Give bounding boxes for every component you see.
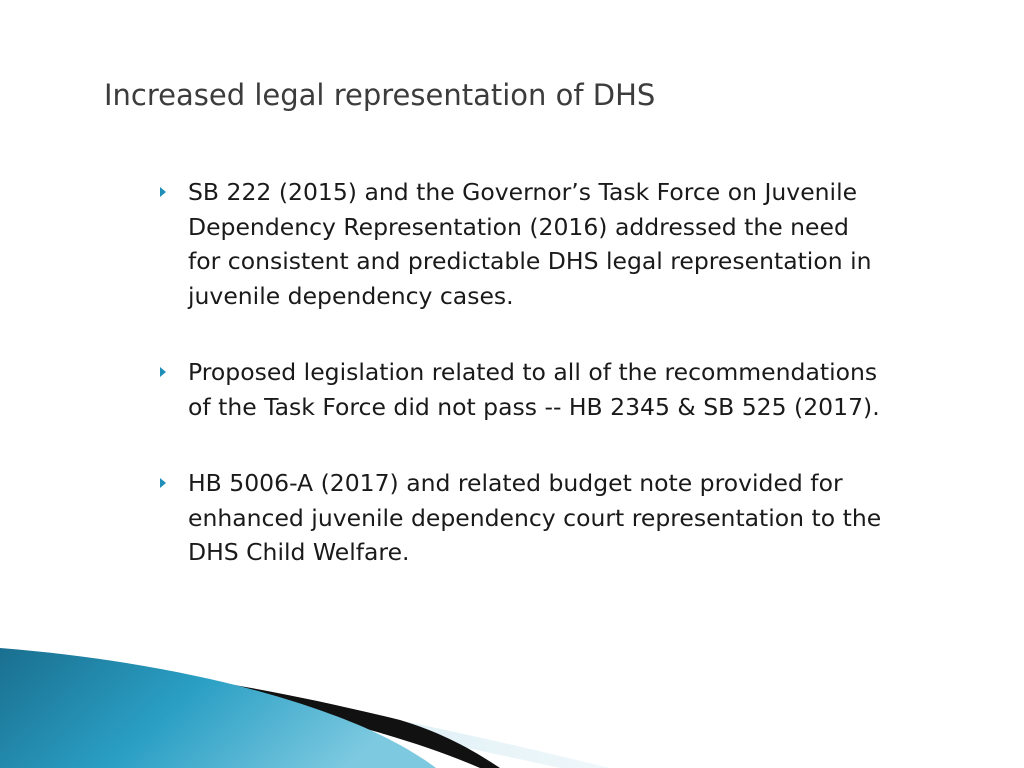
bullet-item bbox=[158, 466, 888, 570]
swoosh-teal-wedge bbox=[0, 648, 436, 768]
slide-title: Increased legal representation of DHS bbox=[104, 78, 656, 112]
bullet-text: Proposed legislation related to all of the recommendations of the Task Force did not pass -- HB 2345 & SB 525 (2017). bbox=[188, 358, 880, 421]
bullet-list bbox=[158, 175, 888, 570]
bullet-item bbox=[158, 355, 888, 424]
triangle-bullet-icon bbox=[160, 187, 166, 197]
bullet-item bbox=[158, 175, 888, 313]
triangle-bullet-icon bbox=[160, 478, 166, 488]
bullet-text: SB 222 (2015) and the Governor’s Task Force on Juvenile Dependency Representation (2016) addressed the need for consistent and predictable DHS legal representation in juvenile dependency cases. bbox=[188, 178, 872, 310]
triangle-bullet-icon bbox=[160, 367, 166, 377]
bullet-text: HB 5006-A (2017) and related budget note provided for enhanced juvenile dependency court representation to the DHS Child Welfare. bbox=[188, 469, 882, 566]
